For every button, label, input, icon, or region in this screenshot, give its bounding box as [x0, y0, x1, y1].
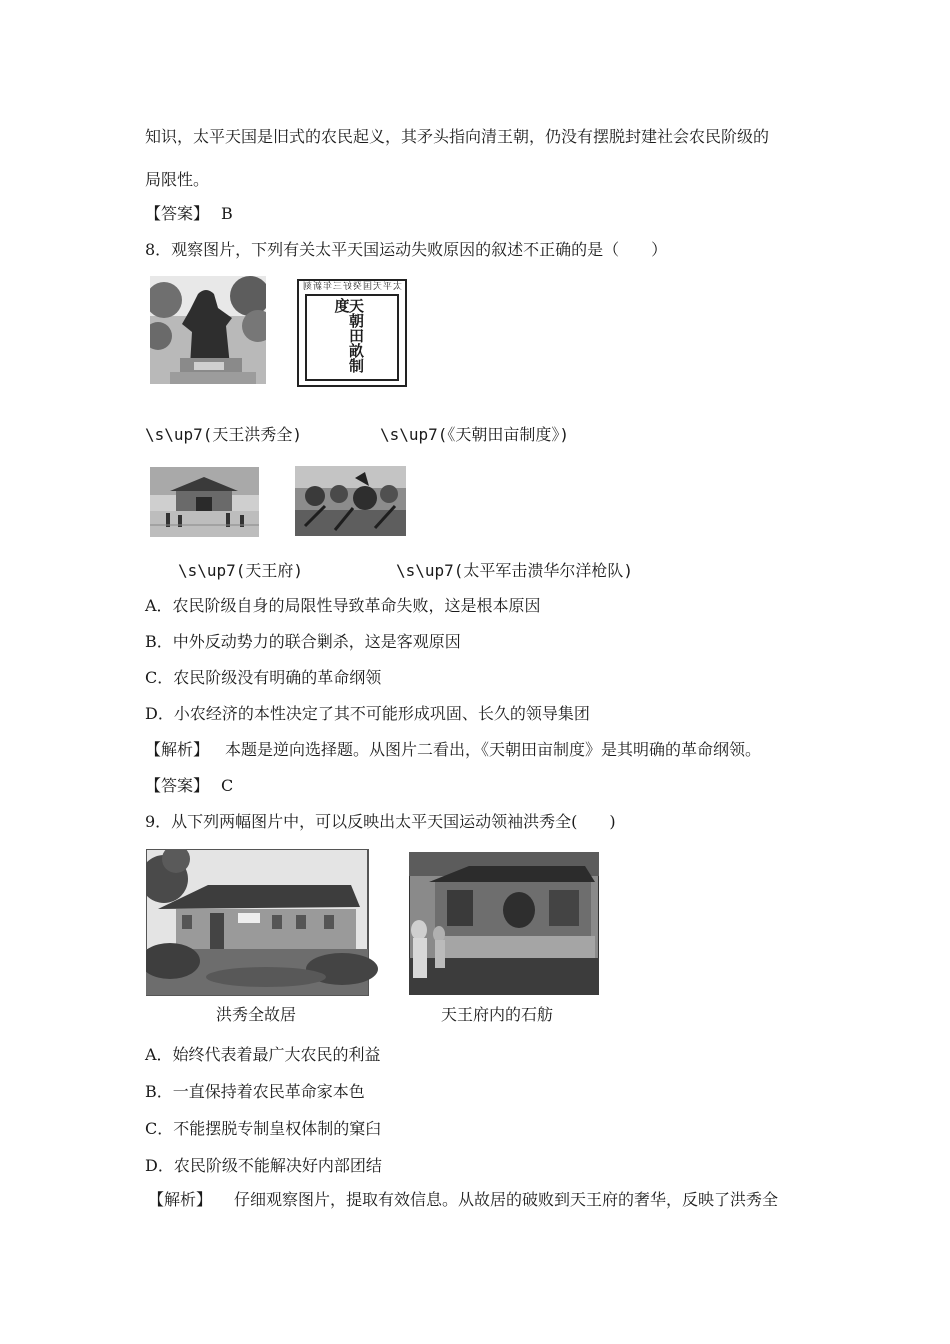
caption-stone-boat: 天王府内的石舫: [441, 1005, 554, 1024]
book-cover-header: 太平天国癸好三年新刻: [302, 282, 403, 292]
q9-option-d: D．农民阶级不能解决好内部团结: [145, 1156, 382, 1175]
q8-analysis: [145, 739, 761, 761]
q9-analysis: [148, 1189, 778, 1211]
q8-answer: [145, 775, 233, 797]
q8-option-a: A．农民阶级自身的局限性导致革命失败，这是根本原因: [145, 596, 541, 615]
q8-option-b: B．中外反动势力的联合剿杀，这是客观原因: [145, 632, 461, 651]
analysis-label: 【解析】: [148, 1190, 213, 1209]
q7-text-line1: 知识，太平天国是旧式的农民起义，其矛头指向清王朝，仍没有摆脱封建社会农民阶级的: [145, 127, 770, 146]
analysis-label: 【解析】: [145, 740, 210, 759]
battle-illustration: [295, 466, 406, 536]
book-cover-title: 天朝田畝制度: [332, 298, 365, 373]
stone-boat-photo: [409, 852, 599, 995]
q8-stem: 8．观察图片，下列有关太平天国运动失败原因的叙述不正确的是（ ）: [145, 240, 668, 259]
analysis-text: 仔细观察图片，提取有效信息。从故居的破败到天王府的奢华，反映了洪秀全: [234, 1190, 779, 1209]
q7-text-line2: 局限性。: [145, 170, 210, 189]
caption-statue: \s\up7(天王洪秀全): [145, 425, 303, 444]
analysis-text: 本题是逆向选择题。从图片二看出，《天朝田亩制度》是其明确的革命纲领。: [225, 740, 762, 759]
q9-option-a: A．始终代表着最广大农民的利益: [145, 1045, 381, 1064]
q8-option-c: C．农民阶级没有明确的革命纲领: [145, 668, 382, 687]
caption-residence: 洪秀全故居: [216, 1005, 297, 1024]
answer-value: B: [221, 204, 233, 223]
q8-option-d: D．小农经济的本性决定了其不可能形成巩固、长久的领导集团: [145, 704, 590, 723]
q9-option-c: C．不能摆脱专制皇权体制的窠臼: [145, 1119, 382, 1138]
book-cover-image: [297, 279, 407, 387]
caption-battle: \s\up7(太平军击溃华尔洋枪队): [396, 561, 634, 580]
palace-illustration: [150, 467, 259, 537]
answer-label: 【答案】: [145, 204, 210, 223]
q9-stem: 9．从下列两幅图片中，可以反映出太平天国运动领袖洪秀全( ): [145, 812, 616, 831]
answer-label: 【答案】: [145, 776, 210, 795]
q9-option-b: B．一直保持着农民革命家本色: [145, 1082, 365, 1101]
book-cover-frame: [305, 294, 399, 381]
caption-palace: \s\up7(天王府): [178, 561, 304, 580]
answer-value: C: [221, 776, 234, 795]
q7-answer: [145, 203, 233, 225]
residence-photo: [146, 849, 378, 999]
statue-photo: [150, 276, 266, 384]
caption-book: \s\up7(《天朝田亩制度》): [380, 425, 570, 444]
